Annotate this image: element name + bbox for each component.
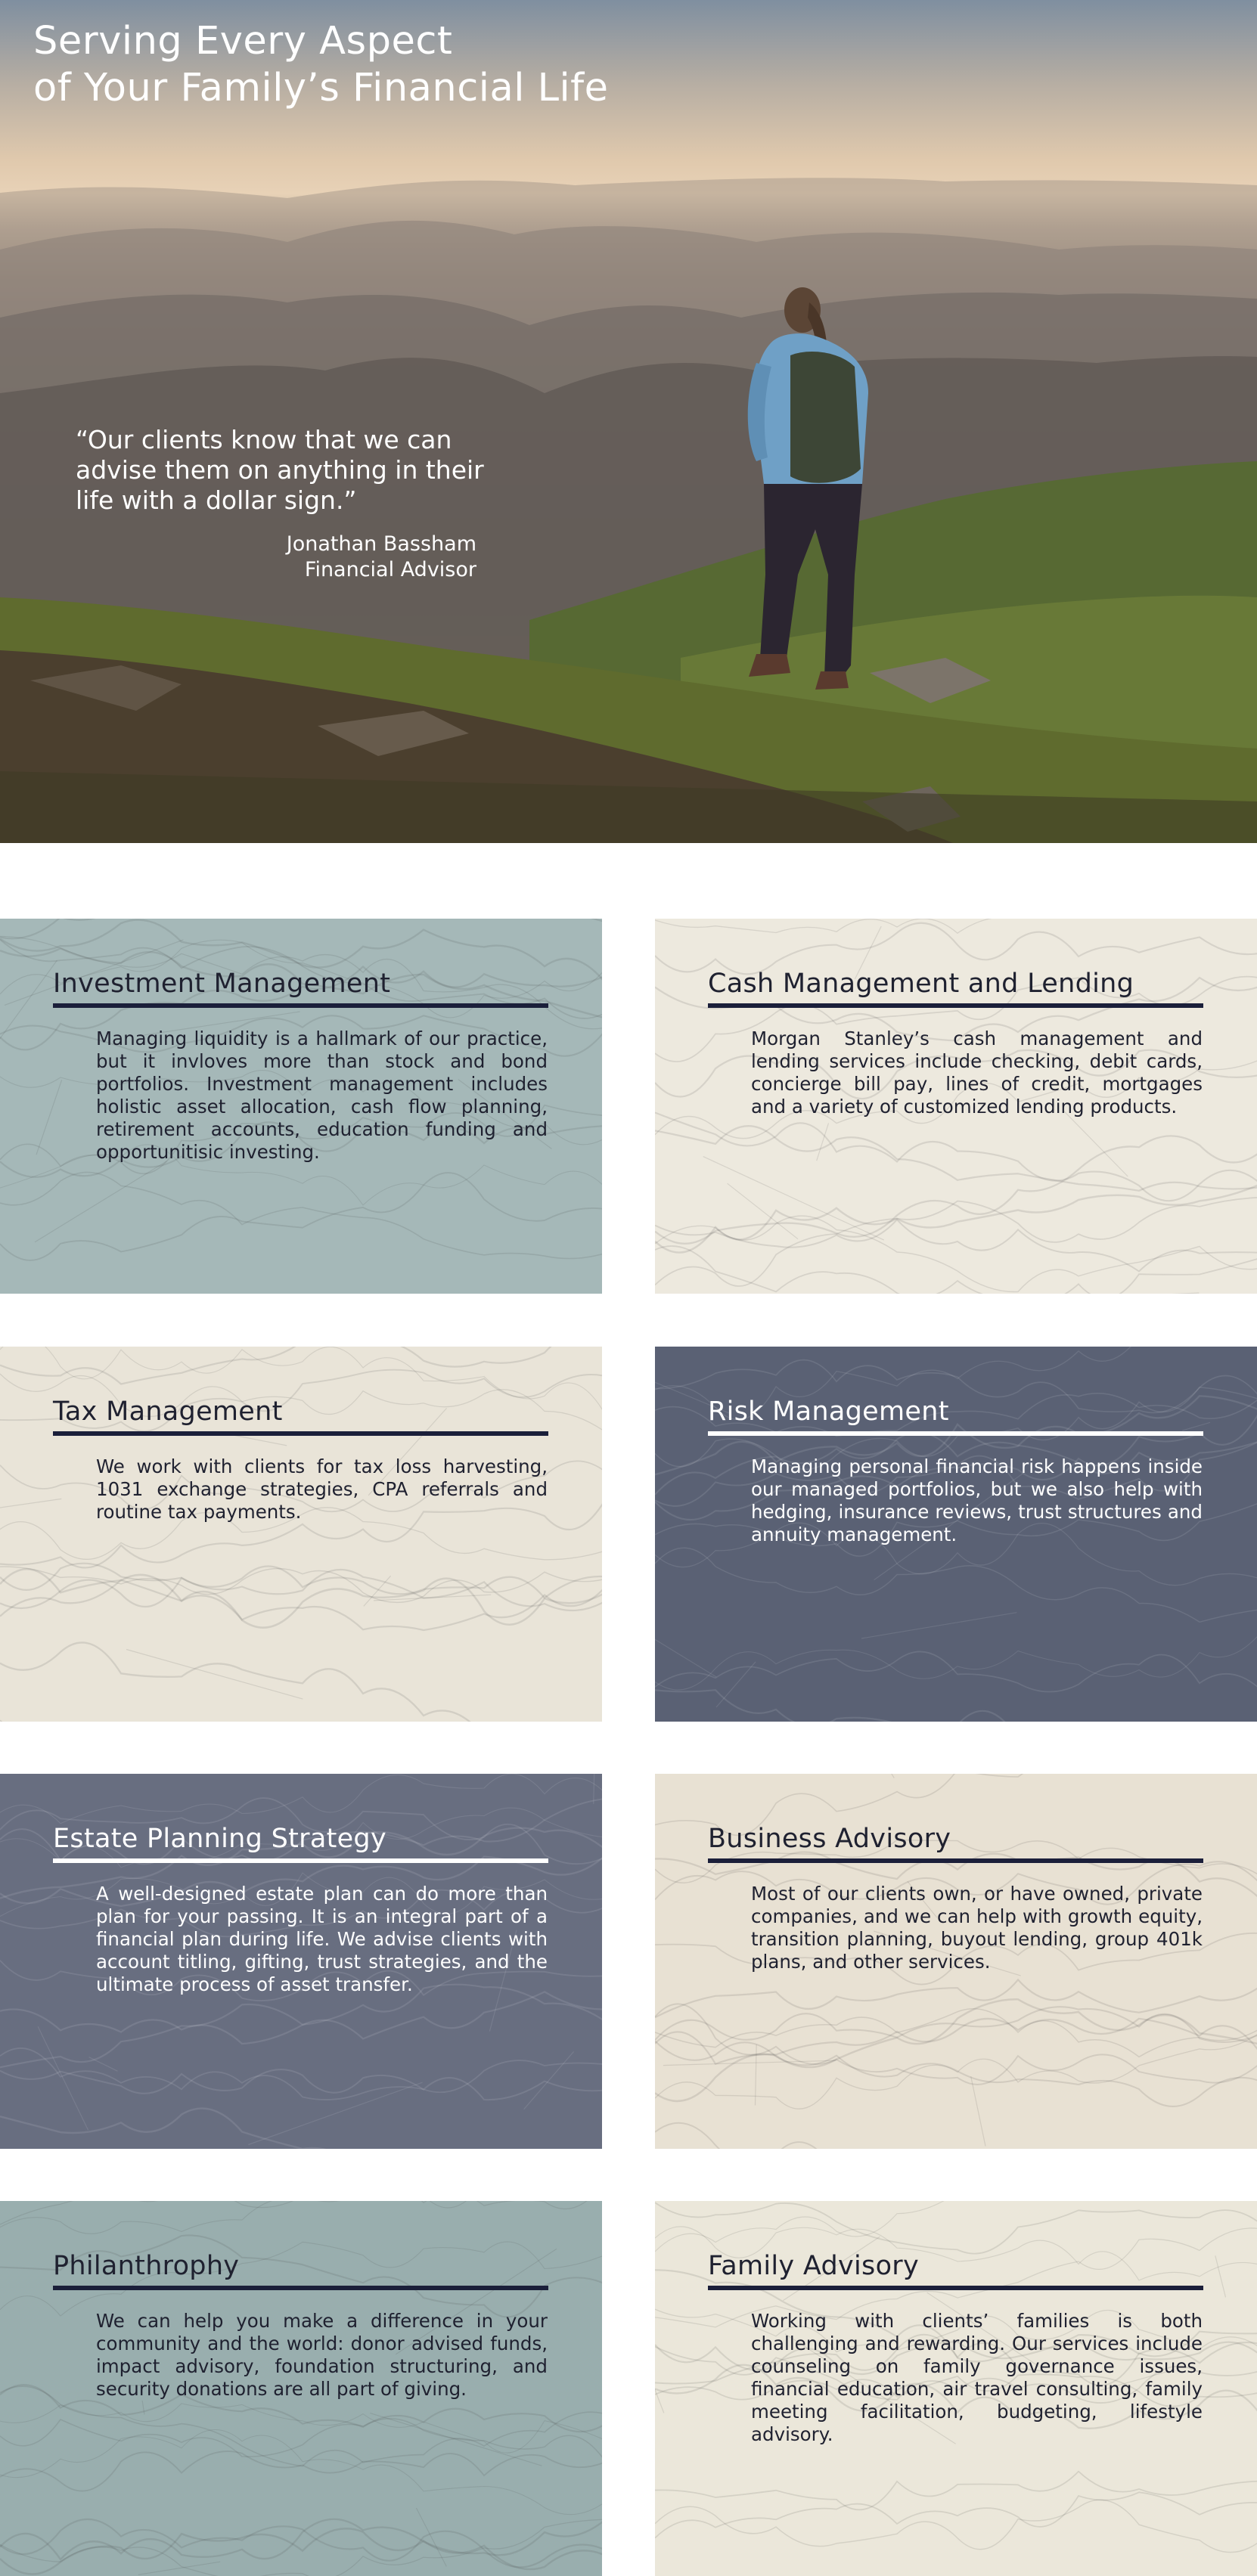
service-card-investment-management — [0, 919, 602, 1294]
title-underline — [53, 2286, 548, 2290]
title-underline — [53, 1003, 548, 1008]
client-quote: “Our clients know that we can advise them on anything in their life with a dollar sign.” — [76, 425, 484, 515]
title-underline — [708, 2286, 1203, 2290]
title-underline — [53, 1858, 548, 1863]
card-description: A well-designed estate plan can do more than plan for your passing. It is an integral part of a financial plan during life. We advise clients with account titling, gifting, trust strategies, and the ultimate process of asset transfer. — [96, 1883, 548, 1995]
card-description: Managing liquidity is a hallmark of our practice, but it invloves more than stock and bond portfolios. Investment management includes holistic asset allocation, cash flow planning, retirement accounts, education funding and opportunitisic investing. — [96, 1028, 548, 1163]
hero-title-line-1: Serving Every Aspect — [33, 19, 453, 64]
card-description: We work with clients for tax loss harvesting, 1031 exchange strategies, CPA referrals and routine tax payments. — [96, 1455, 548, 1523]
card-description: Working with clients’ families is both challenging and rewarding. Our services include counseling on family governance issues, financial education, air travel consulting, family meeting facilitation, budgeting, lifestyle advisory. — [751, 2310, 1203, 2445]
mountain-landscape-photo — [0, 0, 1257, 843]
service-card-estate-planning — [0, 1774, 602, 2149]
service-card-business-advisory — [655, 1774, 1257, 2149]
service-card-risk-management — [655, 1347, 1257, 1722]
service-card-philanthropy — [0, 2201, 602, 2576]
card-title: Cash Management and Lending — [708, 969, 1134, 999]
card-description: Most of our clients own, or have owned, private companies, and we can help with growth equity, transition planning, buyout lending, group 401k plans, and other services. — [751, 1883, 1203, 1973]
card-title: Family Advisory — [708, 2251, 919, 2281]
card-description: Managing personal financial risk happens inside our managed portfolios, but we also help with hedging, insurance reviews, trust structures and annuity management. — [751, 1455, 1203, 1545]
card-description: We can help you make a difference in your community and the world: donor advised funds, impact advisory, foundation structuring, and security donations are all part of giving. — [96, 2310, 548, 2400]
service-card-cash-management — [655, 919, 1257, 1294]
title-underline — [708, 1003, 1203, 1008]
card-title: Tax Management — [53, 1396, 283, 1427]
hero-title — [33, 18, 609, 112]
card-title: Risk Management — [708, 1396, 949, 1427]
hero-banner — [0, 0, 1257, 843]
quote-author: Jonathan Bassham — [286, 532, 476, 556]
card-title: Estate Planning Strategy — [53, 1824, 386, 1854]
title-underline — [53, 1431, 548, 1436]
card-title: Business Advisory — [708, 1824, 951, 1854]
card-title: Investment Management — [53, 969, 391, 999]
card-description: Morgan Stanley’s cash management and lending services include checking, debit cards, concierge bill pay, lines of credit, mortgages and a variety of customized lending products. — [751, 1028, 1203, 1118]
quote-author-role: Financial Advisor — [304, 558, 476, 581]
card-title: Philanthrophy — [53, 2251, 240, 2281]
title-underline — [708, 1858, 1203, 1863]
title-underline — [708, 1431, 1203, 1436]
hero-title-line-2: of Your Family’s Financial Life — [33, 66, 609, 110]
service-card-family-advisory — [655, 2201, 1257, 2576]
service-card-tax-management — [0, 1347, 602, 1722]
